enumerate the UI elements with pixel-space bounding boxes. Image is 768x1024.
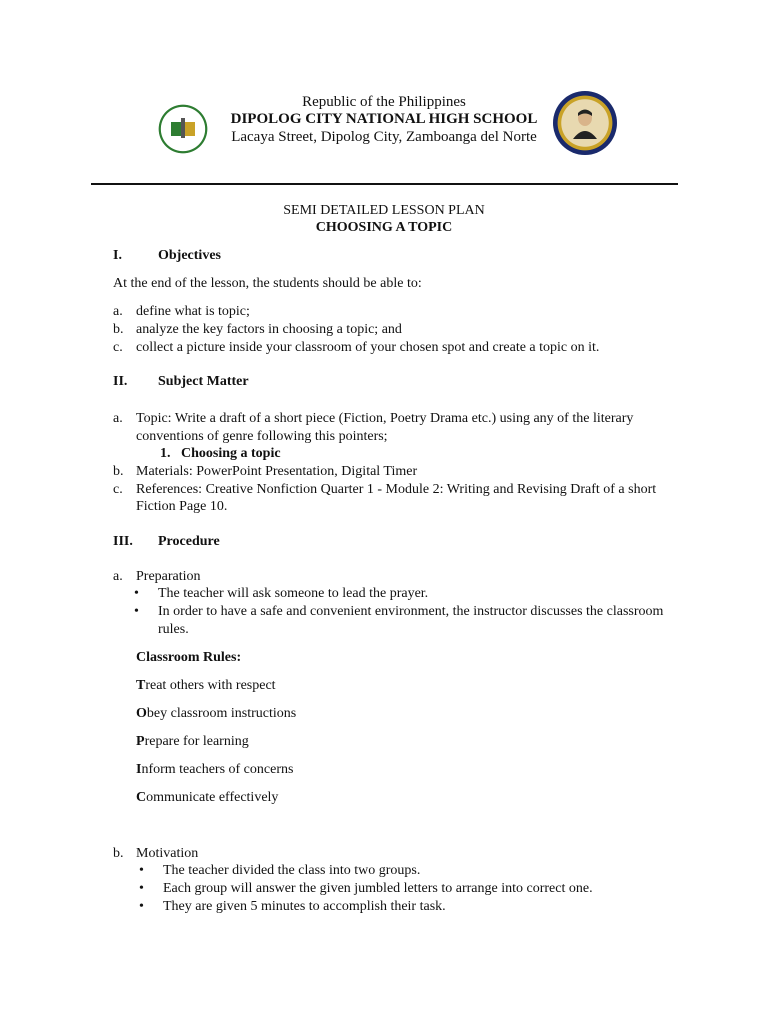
rule-text: bey classroom instructions — [146, 706, 297, 721]
rule-item — [136, 706, 296, 722]
rule-initial: C — [136, 790, 147, 805]
bullet-item: • They are given 5 minutes to accomplish their task. — [163, 899, 446, 915]
list-marker: a. — [113, 304, 123, 319]
school-name: DIPOLOG CITY NATIONAL HIGH SCHOOL — [230, 111, 538, 127]
header-divider — [91, 183, 678, 185]
list-marker: c. — [113, 340, 123, 355]
rule-initial: P — [136, 734, 145, 749]
rule-item — [136, 762, 293, 778]
objective-item: analyze the key factors in choosing a topic; and — [136, 322, 402, 337]
motivation-label: Motivation — [136, 846, 199, 861]
rule-text: reat others with respect — [145, 678, 276, 693]
bullet-item: • The teacher will ask someone to lead the prayer. — [158, 586, 428, 602]
list-marker: b. — [113, 322, 124, 337]
bullet-item: • In order to have a safe and convenient environment, the instructor discusses the classroom — [158, 604, 663, 620]
list-marker: a. — [113, 411, 123, 426]
rule-item — [136, 678, 276, 694]
bullet-item-continuation: rules. — [158, 622, 189, 637]
republic-line: Republic of the Philippines — [302, 94, 466, 110]
bullet-item: • The teacher divided the class into two groups. — [163, 863, 420, 879]
preparation-label: Preparation — [136, 569, 201, 584]
objective-item: define what is topic; — [136, 304, 250, 319]
rule-text: ommunicate effectively — [146, 790, 279, 805]
rule-item — [136, 734, 249, 750]
plan-type: SEMI DETAILED LESSON PLAN — [283, 203, 485, 218]
references-line-2: Fiction Page 10. — [136, 499, 228, 514]
subject-matter-heading: Subject Matter — [158, 374, 249, 389]
references-line-1: References: Creative Nonfiction Quarter 1 - Module 2: Writing and Revising Draft of a short — [136, 482, 657, 497]
section-number-2: II. — [113, 374, 128, 389]
objective-item: collect a picture inside your classroom of your chosen spot and create a topic on it. — [136, 340, 600, 355]
procedure-heading: Procedure — [158, 534, 220, 549]
section-number-3: III. — [113, 534, 133, 549]
school-address: Lacaya Street, Dipolog City, Zamboanga del Norte — [231, 129, 537, 145]
objectives-heading: Objectives — [158, 248, 221, 263]
list-marker: b. — [113, 464, 124, 479]
rule-initial: I — [136, 762, 142, 777]
materials-line: Materials: PowerPoint Presentation, Digital Timer — [136, 464, 418, 479]
section-number-1: I. — [113, 248, 122, 263]
topic-line-1: Topic: Write a draft of a short piece (Fiction, Poetry Drama etc.) using any of the literary — [136, 411, 634, 426]
sub-list-marker: 1. — [160, 446, 171, 461]
bullet-item: • Each group will answer the given jumbled letters to arrange into correct one. — [163, 881, 593, 897]
topic-line-2: conventions of genre following this pointers; — [136, 429, 388, 444]
sub-topic: Choosing a topic — [181, 446, 281, 461]
rule-initial: O — [136, 706, 147, 721]
list-marker: b. — [113, 846, 124, 861]
classroom-rules-heading: Classroom Rules: — [136, 650, 242, 665]
rule-text: nform teachers of concerns — [141, 762, 294, 777]
list-marker: a. — [113, 569, 123, 584]
rule-item — [136, 790, 278, 806]
plan-title: CHOOSING A TOPIC — [315, 220, 453, 235]
rule-initial: T — [136, 678, 146, 693]
rule-text: repare for learning — [144, 734, 249, 749]
objectives-intro: At the end of the lesson, the students should be able to: — [113, 276, 422, 291]
list-marker: c. — [113, 482, 123, 497]
